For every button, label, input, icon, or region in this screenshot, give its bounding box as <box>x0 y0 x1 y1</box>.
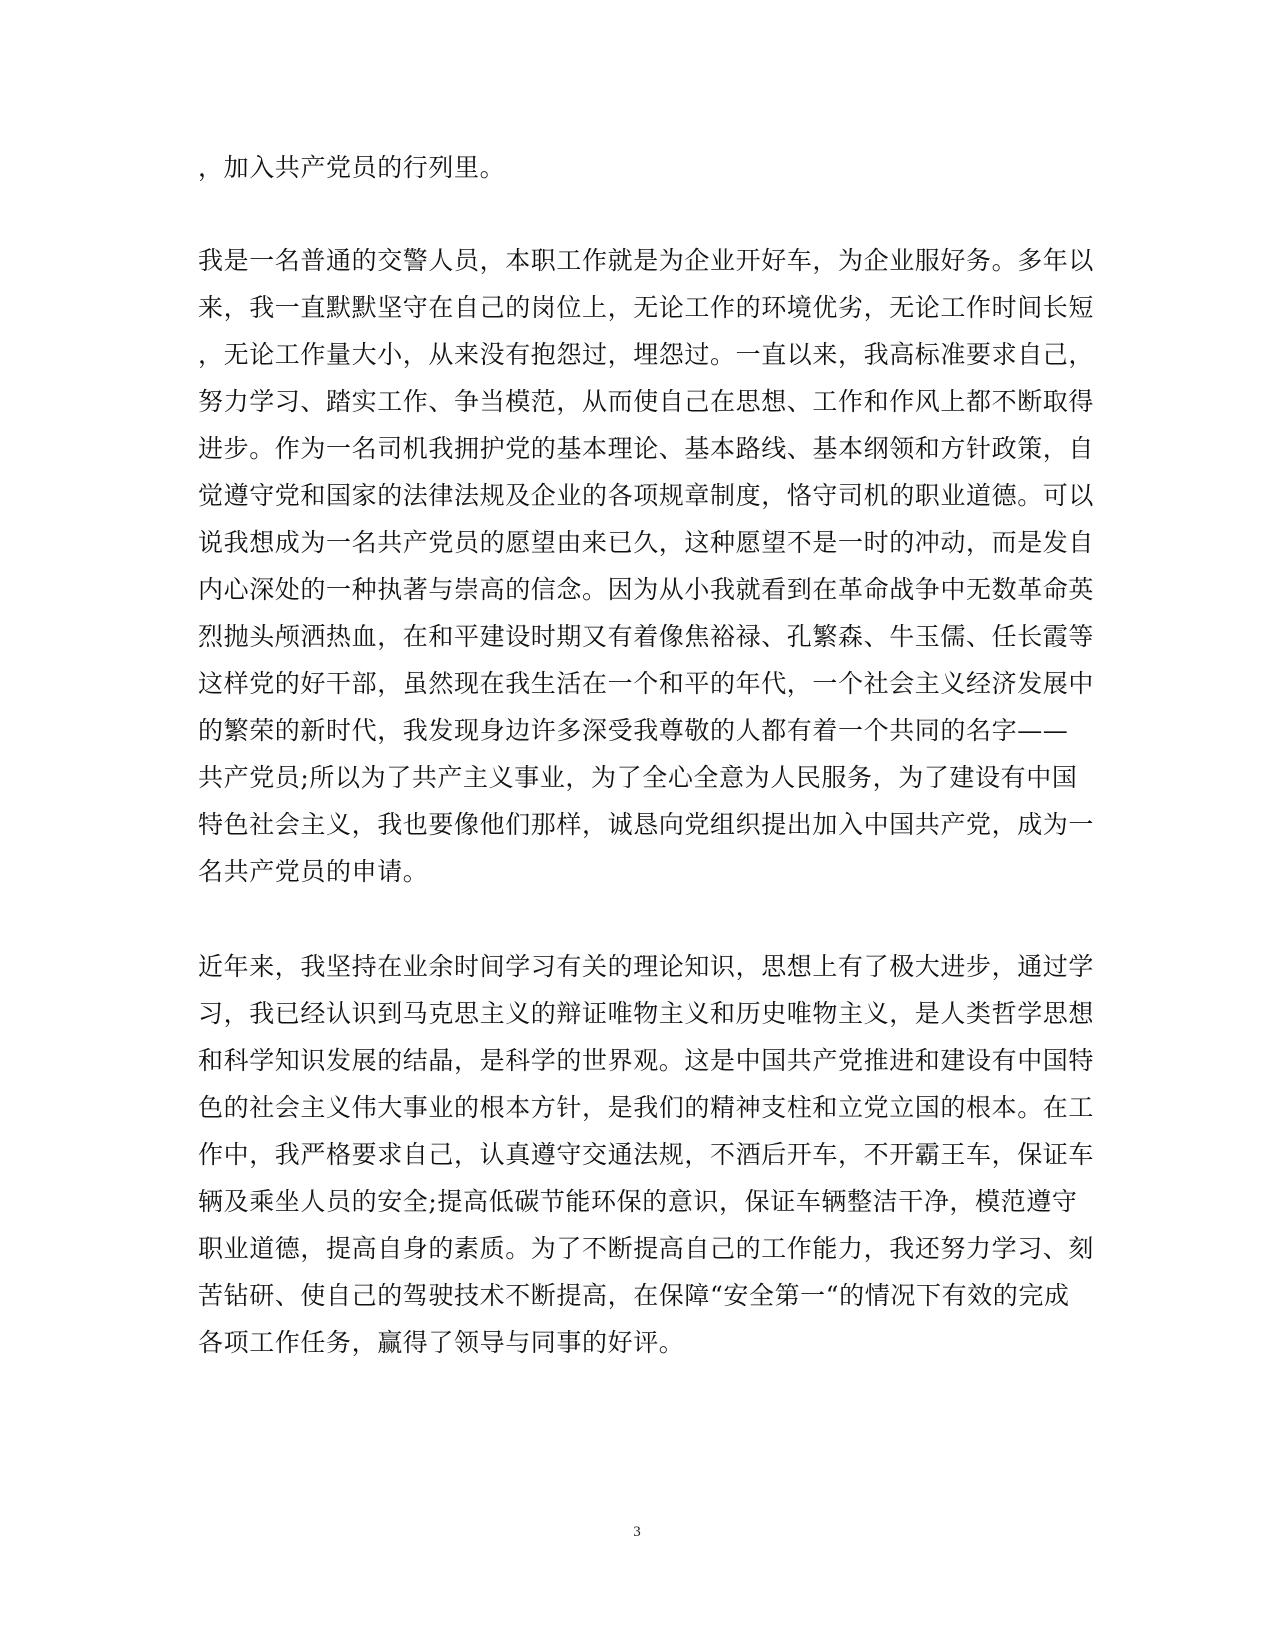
text-line: 烈抛头颅洒热血，在和平建设时期又有着像焦裕禄、孔繁森、牛玉儒、任长霞等 <box>198 622 1095 651</box>
text-line: 和科学知识发展的结晶，是科学的世界观。这是中国共产党推进和建设有中国特 <box>198 1046 1095 1075</box>
text-line: 的繁荣的新时代，我发现身边许多深受我尊敬的人都有着一个共同的名字—— <box>198 716 1069 745</box>
text-line: 进步。作为一名司机我拥护党的基本理论、基本路线、基本纲领和方针政策，自 <box>198 434 1095 463</box>
text-line: ，加入共产党员的行列里。 <box>198 153 506 182</box>
text-line: 我是一名普通的交警人员，本职工作就是为企业开好车，为企业服好务。多年以 <box>198 246 1095 275</box>
text-line: 特色社会主义，我也要像他们那样，诚恳向党组织提出加入中国共产党，成为一 <box>198 810 1095 839</box>
text-line: 说我想成为一名共产党员的愿望由来已久，这种愿望不是一时的冲动，而是发自 <box>198 528 1095 557</box>
text-line: 辆及乘坐人员的安全;提高低碳节能环保的意识，保证车辆整洁干净，模范遵守 <box>198 1187 1078 1216</box>
text-line: 近年来，我坚持在业余时间学习有关的理论知识，思想上有了极大进步，通过学 <box>198 952 1095 981</box>
text-line: 觉遵守党和国家的法律法规及企业的各项规章制度，恪守司机的职业道德。可以 <box>198 481 1095 510</box>
text-line: 这样党的好干部，虽然现在我生活在一个和平的年代，一个社会主义经济发展中 <box>198 669 1095 698</box>
page-number: 3 <box>633 1524 641 1540</box>
text-line: 内心深处的一种执著与崇高的信念。因为从小我就看到在革命战争中无数革命英 <box>198 575 1095 604</box>
text-line: 职业道德，提高自身的素质。为了不断提高自己的工作能力，我还努力学习、刻 <box>198 1234 1095 1263</box>
text-line: 习，我已经认识到马克思主义的辩证唯物主义和历史唯物主义，是人类哲学思想 <box>198 999 1095 1028</box>
text-line: ，无论工作量大小，从来没有抱怨过，埋怨过。一直以来，我高标准要求自己， <box>198 340 1095 369</box>
text-line: 来，我一直默默坚守在自己的岗位上，无论工作的环境优劣，无论工作时间长短 <box>198 293 1095 322</box>
text-line: 努力学习、踏实工作、争当模范，从而使自己在思想、工作和作风上都不断取得 <box>198 387 1095 416</box>
text-line: 共产党员;所以为了共产主义事业，为了全心全意为人民服务，为了建设有中国 <box>198 763 1078 792</box>
text-line: 作中，我严格要求自己，认真遵守交通法规，不酒后开车，不开霸王车，保证车 <box>198 1140 1095 1169</box>
text-line: 各项工作任务，赢得了领导与同事的好评。 <box>198 1328 685 1357</box>
text-line: 色的社会主义伟大事业的根本方针，是我们的精神支柱和立党立国的根本。在工 <box>198 1093 1095 1122</box>
text-line: 名共产党员的申请。 <box>198 857 429 886</box>
text-line: 苦钻研、使自己的驾驶技术不断提高，在保障“安全第一“的情况下有效的完成 <box>198 1281 1070 1310</box>
